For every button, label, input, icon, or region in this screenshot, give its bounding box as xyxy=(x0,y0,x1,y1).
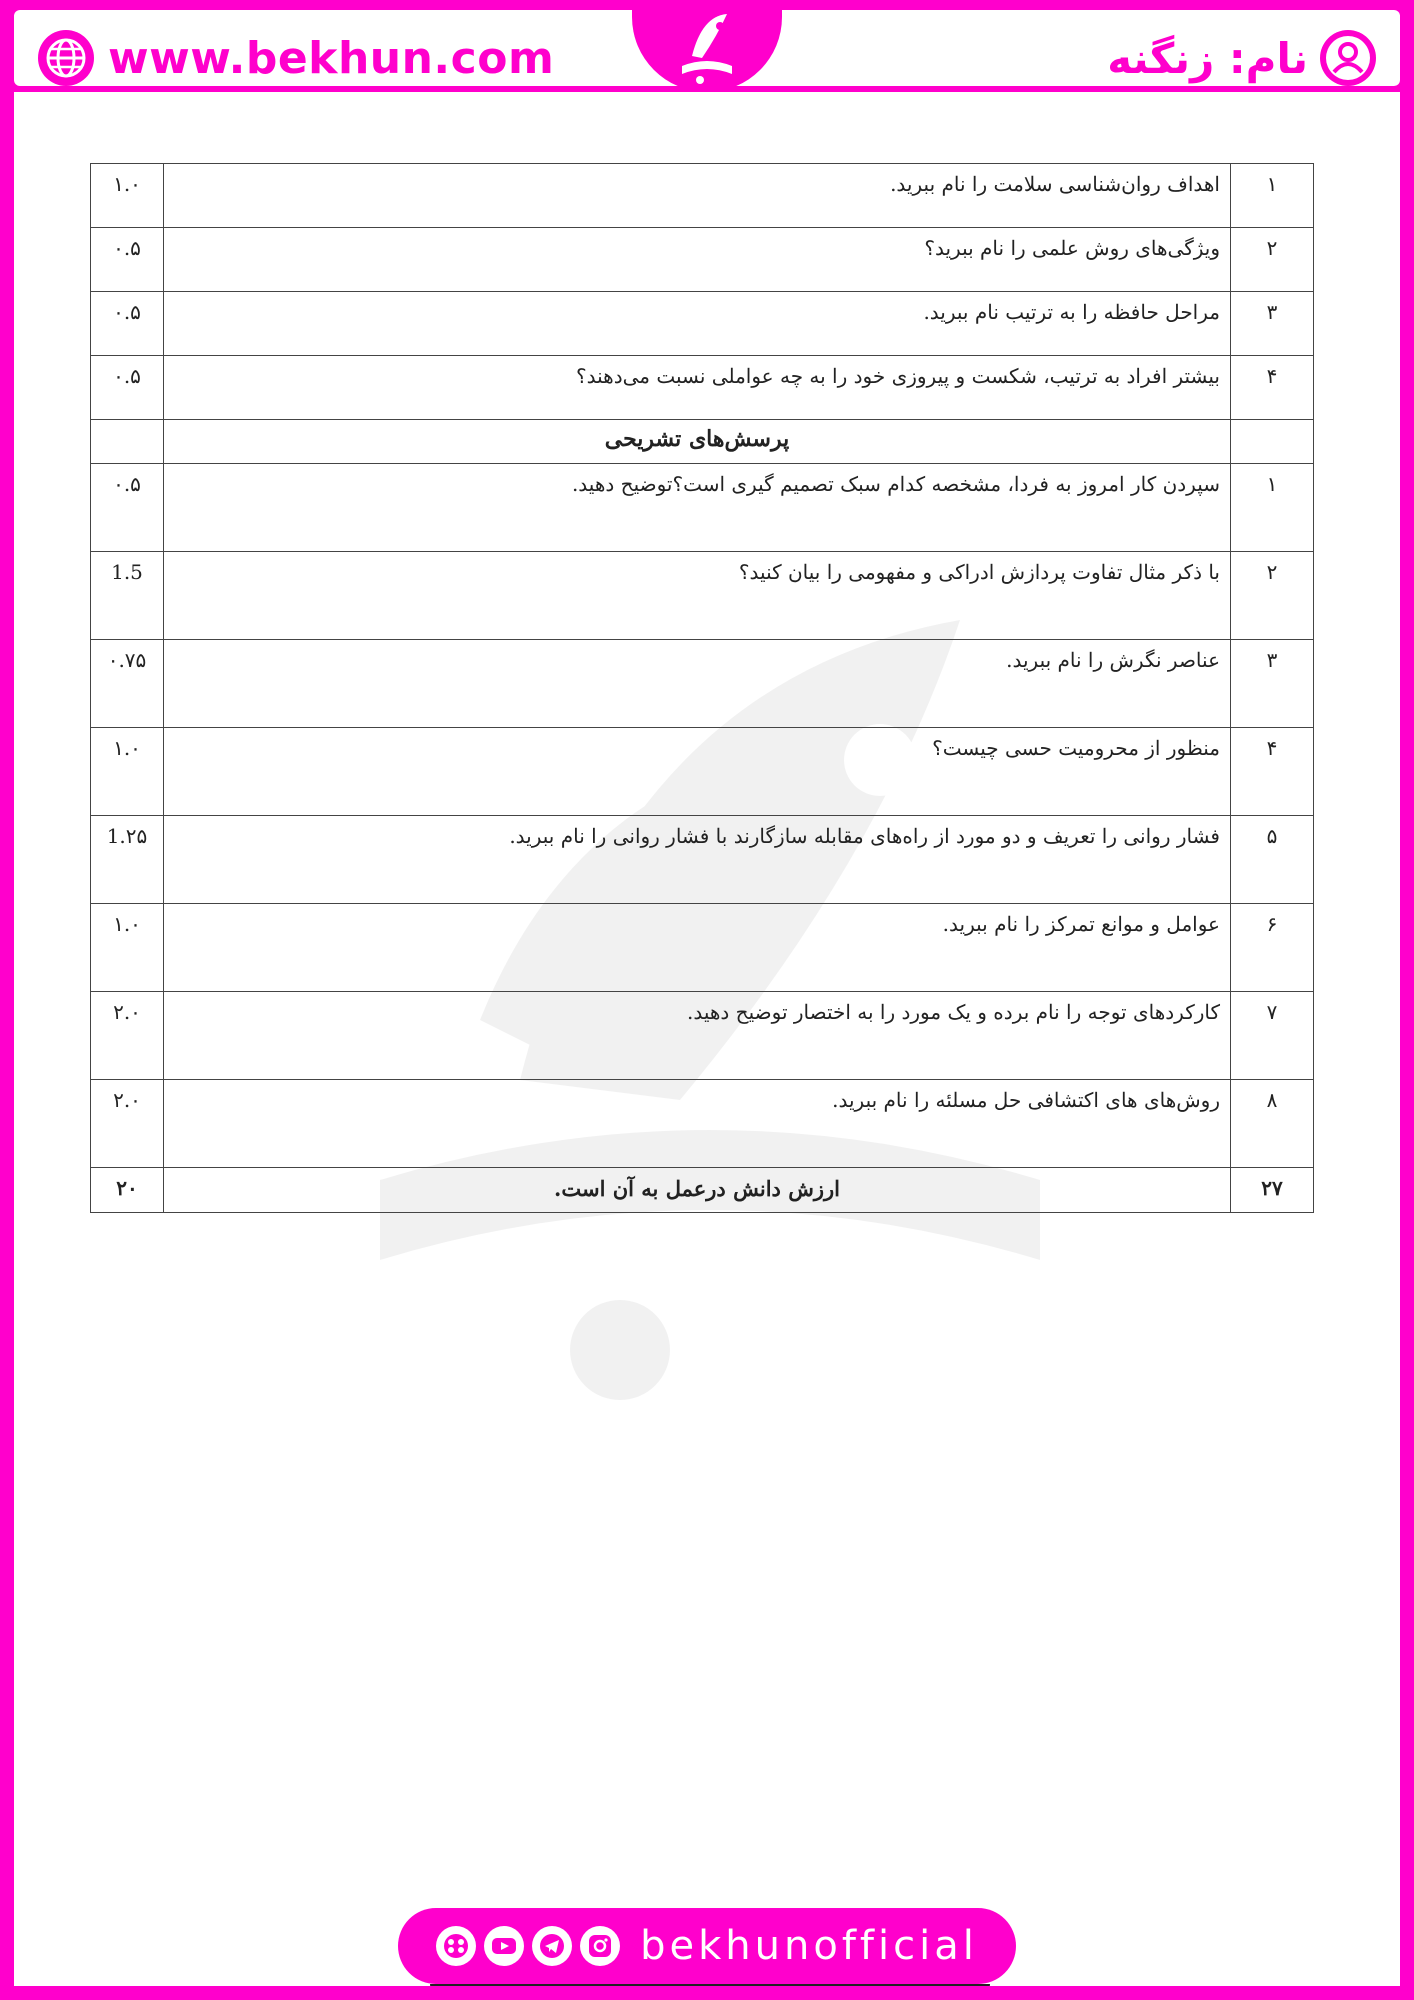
globe-icon xyxy=(36,28,96,88)
table-row xyxy=(91,552,1314,640)
question-text: اهداف روان‌شناسی سلامت را نام ببرید. xyxy=(164,164,1231,228)
aparat-icon[interactable] xyxy=(436,1926,476,1966)
question-number: ۴ xyxy=(1231,728,1314,816)
question-score: ۲.۰ xyxy=(91,1080,164,1168)
instagram-icon[interactable] xyxy=(580,1926,620,1966)
instagram-icon-glyph xyxy=(585,1931,615,1961)
question-number: ۲ xyxy=(1231,228,1314,292)
question-number: ۲ xyxy=(1231,552,1314,640)
total-text: ارزش دانش درعمل به آن است. xyxy=(164,1168,1231,1213)
question-score: ۰.۵ xyxy=(91,228,164,292)
section-title: پرسش‌های تشریحی xyxy=(164,420,1231,464)
youtube-icon[interactable] xyxy=(484,1926,524,1966)
student-name xyxy=(1107,28,1378,88)
social-icons xyxy=(436,1926,620,1966)
question-score: ۱.۰ xyxy=(91,164,164,228)
question-number: ۳ xyxy=(1231,292,1314,356)
question-number: ۳ xyxy=(1231,640,1314,728)
question-text: فشار روانی را تعریف و دو مورد از راه‌های مقابله سازگارند با فشار روانی را نام ببرید. xyxy=(164,816,1231,904)
question-score: 1.5 xyxy=(91,552,164,640)
footer-shadow xyxy=(430,1984,990,2000)
question-score: ۱.۰ xyxy=(91,728,164,816)
site-url[interactable]: www.bekhun.com xyxy=(108,32,555,84)
question-score: ۱.۰ xyxy=(91,904,164,992)
table-row xyxy=(91,464,1314,552)
question-number: ۵ xyxy=(1231,816,1314,904)
telegram-icon-glyph xyxy=(537,1931,567,1961)
question-text: روش‌های های اکتشافی حل مسلئه را نام ببرید. xyxy=(164,1080,1231,1168)
question-number: ۷ xyxy=(1231,992,1314,1080)
question-text: منظور از محرومیت حسی چیست؟ xyxy=(164,728,1231,816)
site-link[interactable] xyxy=(36,28,554,88)
question-text: کارکردهای توجه را نام برده و یک مورد را به اختصار توضیح دهید. xyxy=(164,992,1231,1080)
total-number: ۲۷ xyxy=(1231,1168,1314,1213)
header-bar xyxy=(0,0,1414,92)
table-row xyxy=(91,1080,1314,1168)
question-number: ۶ xyxy=(1231,904,1314,992)
question-number: ۴ xyxy=(1231,356,1314,420)
section-header-row xyxy=(91,420,1314,464)
question-text: عناصر نگرش را نام ببرید. xyxy=(164,640,1231,728)
questions-table xyxy=(90,163,1314,1213)
total-score: ۲۰ xyxy=(91,1168,164,1213)
telegram-icon[interactable] xyxy=(532,1926,572,1966)
question-score: ۰.۷۵ xyxy=(91,640,164,728)
table-row xyxy=(91,904,1314,992)
table-row xyxy=(91,728,1314,816)
table-row xyxy=(91,816,1314,904)
name-label: نام: زنگنه xyxy=(1107,33,1308,83)
footer-social-bar xyxy=(398,1908,1016,1984)
total-row xyxy=(91,1168,1314,1213)
book-logo-icon xyxy=(672,6,742,86)
empty-cell xyxy=(1231,420,1314,464)
question-text: سپردن کار امروز به فردا، مشخصه کدام سبک تصمیم گیری است؟توضیح دهید. xyxy=(164,464,1231,552)
question-text: مراحل حافظه را به ترتیب نام ببرید. xyxy=(164,292,1231,356)
user-icon xyxy=(1318,28,1378,88)
question-score: ۰.۵ xyxy=(91,292,164,356)
table-row xyxy=(91,228,1314,292)
table-row xyxy=(91,292,1314,356)
empty-cell xyxy=(91,420,164,464)
table-row xyxy=(91,164,1314,228)
question-number: ۱ xyxy=(1231,164,1314,228)
question-number: ۸ xyxy=(1231,1080,1314,1168)
social-handle[interactable]: bekhunofficial xyxy=(640,1923,978,1969)
table-row xyxy=(91,640,1314,728)
youtube-icon-glyph xyxy=(489,1931,519,1961)
question-number: ۱ xyxy=(1231,464,1314,552)
question-text: عوامل و موانع تمرکز را نام ببرید. xyxy=(164,904,1231,992)
question-score: ۲.۰ xyxy=(91,992,164,1080)
question-text: با ذکر مثال تفاوت پردازش ادراکی و مفهومی را بیان کنید؟ xyxy=(164,552,1231,640)
table-row xyxy=(91,356,1314,420)
question-text: بیشتر افراد به ترتیب، شکست و پیروزی خود را به چه عواملی نسبت می‌دهند؟ xyxy=(164,356,1231,420)
table-row xyxy=(91,992,1314,1080)
question-score: ۰.۵ xyxy=(91,464,164,552)
question-text: ویژگی‌های روش علمی را نام ببرید؟ xyxy=(164,228,1231,292)
question-score: ۰.۵ xyxy=(91,356,164,420)
question-score: 1.۲۵ xyxy=(91,816,164,904)
aparat-icon-glyph xyxy=(441,1931,471,1961)
